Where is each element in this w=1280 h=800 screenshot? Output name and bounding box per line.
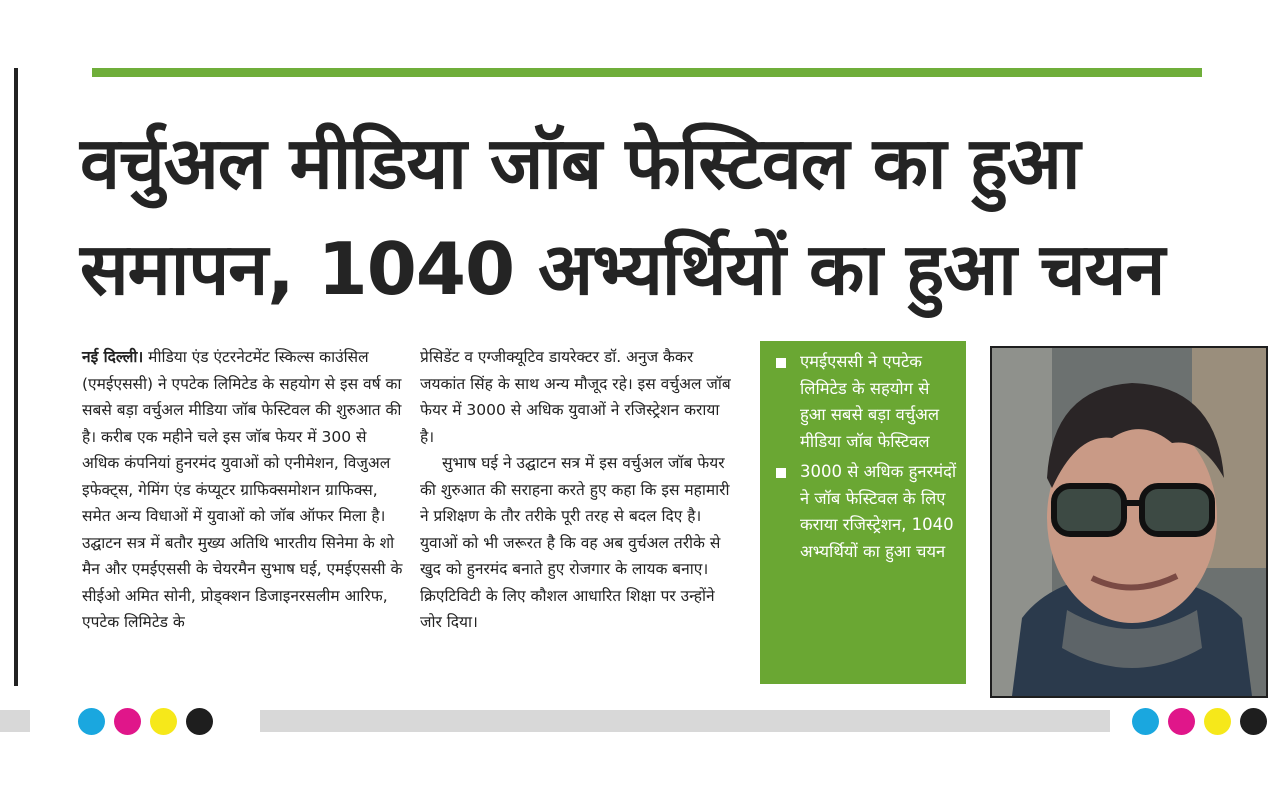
portrait-photo [990,346,1268,698]
cyan-swatch [78,708,105,735]
yellow-swatch [150,708,177,735]
highlight-text: 3000 से अधिक हुनरमंदों ने जॉब फेस्टिवल के लिए कराया रजिस्ट्रेशन, 1040 अभ्यर्थियों का हुआ चयन [800,462,957,561]
headline [80,110,1260,322]
article-column-2 [420,344,736,636]
highlights-box [760,341,966,684]
highlight-item [768,459,958,565]
article-text: मीडिया एंड एंटरनेटमेंट स्किल्स काउंसिल (एमईएससी) ने एपटेक लिमिटेड के सहयोग से इस वर्ष का सबसे बड़ा वर्चुअल मीडिया जॉब फेस्टिवल की शुरुआत की है। करीब एक महीने चले इस जॉब फेयर में 300 से अधिक कंपनियां हुनरमंद युवाओं को एनीमेशन, विजुअल इफेक्ट्स, गेमिंग एंड कंप्यूटर ग्राफिक्समोशन ग्राफिक्स, समेत अन्य विधाओं में युवाओं को जॉब ऑफर मिला है। उद्घाटन सत्र में बतौर मुख्य अतिथि भारतीय सिनेमा के शो मैन और एमईएससी के चेयरमैन सुभाष घई, एमईएससी के सीईओ अमित सोनी, प्रोड्क्शन डिजाइनरसलीम आरिफ, एपटेक लिमिटेड के [82,348,403,631]
article-column-1 [82,344,404,636]
magenta-swatch [1168,708,1195,735]
square-bullet-icon [776,468,786,478]
black-swatch [186,708,213,735]
headline-line-2: समापन, 1040 अभ्यर्थियों का हुआ चयन [80,227,1165,311]
black-swatch [1240,708,1267,735]
article-paragraph: प्रेसिडेंट व एग्जीक्यूटिव डायरेक्टर डॉ. अनुज कैकर जयकांत सिंह के साथ अन्य मौजूद रहे। इस वर्चुअल जॉब फेयर में 3000 से अधिक युवाओं ने रजिस्ट्रेशन कराया है। [420,348,731,446]
article-paragraph: सुभाष घई ने उद्घाटन सत्र में इस वर्चुअल जॉब फेयर की शुरुआत की सराहना करते हुए कहा कि इस महामारी ने प्रशिक्षण के तौर तरीके पूरी तरह से बदल दिए है। युवाओं को भी जरूरत है कि वह अब वुर्चअल तरीके से खुद को हुनरमंद बनाते हुए रोजगार के लायक बनाए। क्रिएटिविटी के लिए कौशल आधारित शिक्षा पर उन्होंने जोर दिया। [420,454,730,631]
cyan-swatch [1132,708,1159,735]
highlight-item [768,349,958,455]
yellow-swatch [1204,708,1231,735]
dateline: नई दिल्ली। [82,348,144,366]
portrait-illustration [992,348,1266,696]
magenta-swatch [114,708,141,735]
registration-swatches-right [1132,708,1267,734]
bottom-gray-bar [260,710,1110,732]
left-column-rule [14,68,18,686]
highlight-text: एमईएससी ने एपटेक लिमिटेड के सहयोग से हुआ सबसे बड़ा वर्चुअल मीडिया जॉब फेस्टिवल [800,352,940,451]
top-green-rule [92,68,1202,77]
bottom-gray-bar-left [0,710,30,732]
headline-line-1: वर्चुअल मीडिया जॉब फेस्टिवल का हुआ [80,121,1080,205]
square-bullet-icon [776,358,786,368]
article-paragraph [82,344,404,636]
registration-swatches-left [78,708,213,734]
